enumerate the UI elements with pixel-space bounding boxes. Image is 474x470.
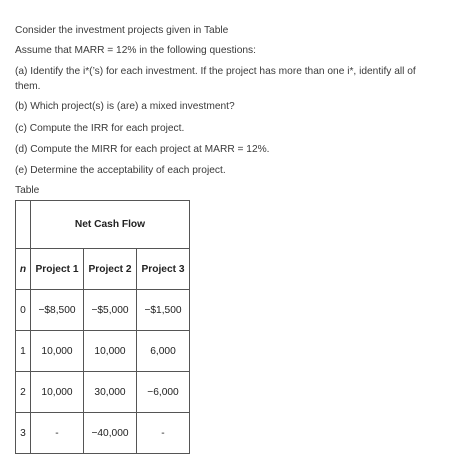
column-header-project-1: Project 1 — [31, 249, 84, 290]
table-column-header-row — [16, 249, 190, 290]
project-3-cell: 6,000 — [137, 331, 190, 372]
empty-header-cell — [16, 201, 31, 249]
table-group-header-row — [16, 201, 190, 249]
table-label: Table — [15, 185, 40, 196]
period-cell: 1 — [16, 331, 31, 372]
project-1-cell: - — [31, 413, 84, 454]
assumption-text: Assume that MARR = 12% in the following questions: — [15, 45, 256, 56]
column-header-project-2: Project 2 — [84, 249, 137, 290]
table-row — [16, 413, 190, 454]
part-a-continuation: them. — [15, 81, 41, 92]
table-row — [16, 331, 190, 372]
project-1-cell: 10,000 — [31, 331, 84, 372]
net-cash-flow-table — [15, 200, 190, 454]
project-2-cell: 30,000 — [84, 372, 137, 413]
project-3-cell: - — [137, 413, 190, 454]
part-e-text: (e) Determine the acceptability of each project. — [15, 165, 226, 176]
period-cell: 0 — [16, 290, 31, 331]
project-2-cell: −40,000 — [84, 413, 137, 454]
table-row — [16, 372, 190, 413]
period-cell: 2 — [16, 372, 31, 413]
part-d-text: (d) Compute the MIRR for each project at MARR = 12%. — [15, 144, 270, 155]
project-3-cell: −6,000 — [137, 372, 190, 413]
part-c-text: (c) Compute the IRR for each project. — [15, 123, 185, 134]
intro-text: Consider the investment projects given in Table — [15, 25, 229, 36]
part-a-text: (a) Identify the i*(’s) for each investment. If the project has more than one i*, identify all of — [15, 66, 416, 77]
project-1-cell: −$8,500 — [31, 290, 84, 331]
net-cash-flow-header: Net Cash Flow — [31, 201, 190, 249]
table-row — [16, 290, 190, 331]
column-header-project-3: Project 3 — [137, 249, 190, 290]
part-b-text: (b) Which project(s) is (are) a mixed investment? — [15, 101, 235, 112]
project-2-cell: −$5,000 — [84, 290, 137, 331]
project-1-cell: 10,000 — [31, 372, 84, 413]
period-cell: 3 — [16, 413, 31, 454]
column-header-n: n — [16, 249, 31, 290]
project-3-cell: −$1,500 — [137, 290, 190, 331]
project-2-cell: 10,000 — [84, 331, 137, 372]
